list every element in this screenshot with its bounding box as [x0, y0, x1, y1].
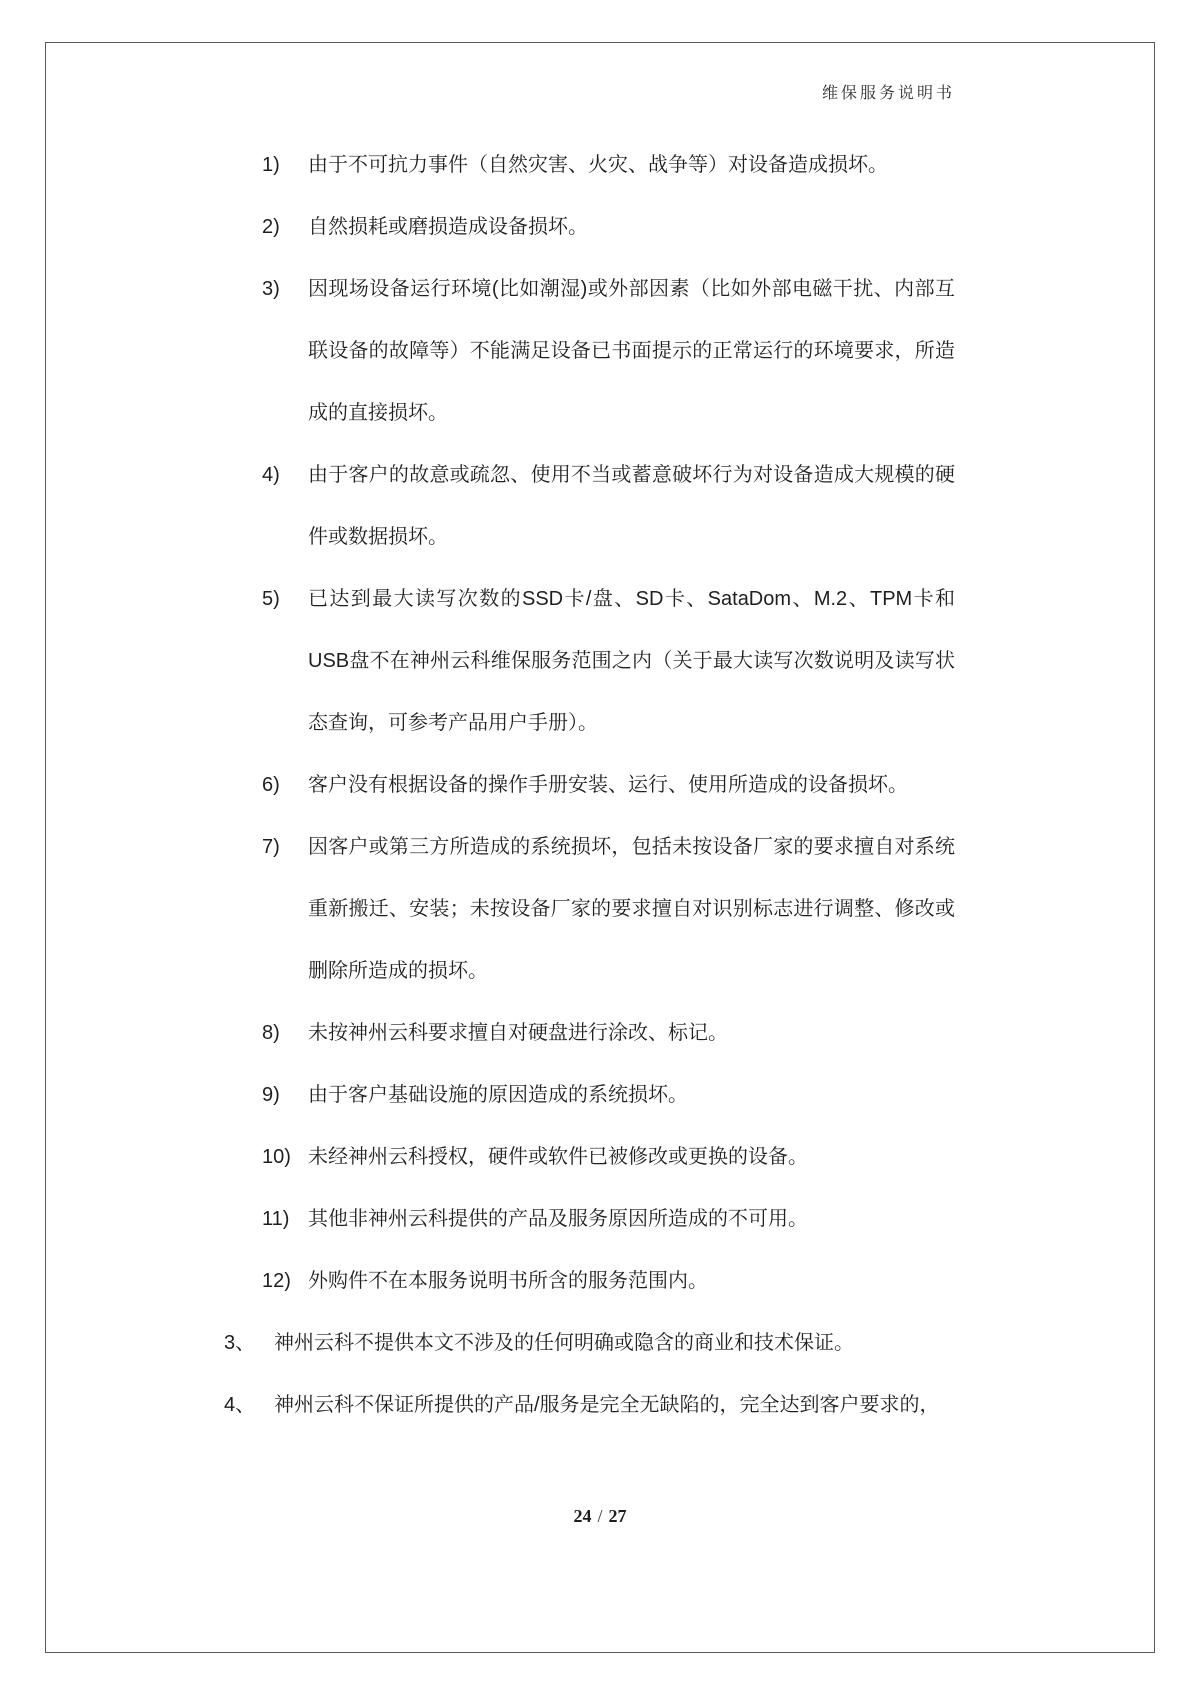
- page-footer: [0, 1506, 1200, 1527]
- item-number: 6): [262, 774, 280, 796]
- page-number-current: 24: [573, 1506, 592, 1526]
- item-number: 2): [262, 216, 280, 238]
- item-number: 3、: [224, 1332, 256, 1354]
- item-text: 由于不可抗力事件（自然灾害、火灾、战争等）对设备造成损坏。: [308, 154, 888, 176]
- item-text: 未按神州云科要求擅自对硬盘进行涂改、标记。: [308, 1022, 728, 1044]
- top-level-list: [224, 1312, 955, 1436]
- item-text: 因现场设备运行环境(比如潮湿)或外部因素（比如外部电磁干扰、内部互联设备的故障等）不能满足设备已书面提示的正常运行的环境要求，所造成的直接损坏。: [308, 278, 955, 424]
- page-header-title: 维保服务说明书: [821, 85, 955, 102]
- item-number: 4、: [224, 1394, 256, 1416]
- list-item: [262, 134, 955, 196]
- item-number: 4): [262, 464, 280, 486]
- item-number: 9): [262, 1084, 280, 1106]
- item-text: 神州云科不保证所提供的产品/服务是完全无缺陷的，完全达到客户要求的，: [274, 1394, 940, 1416]
- item-number: 12): [262, 1270, 291, 1292]
- list-item: [262, 1064, 955, 1126]
- list-item: [262, 444, 955, 568]
- item-text: 自然损耗或磨损造成设备损坏。: [308, 216, 588, 238]
- item-text: 外购件不在本服务说明书所含的服务范围内。: [308, 1270, 708, 1292]
- list-item: [262, 816, 955, 1002]
- list-item: [262, 196, 955, 258]
- item-number: 10): [262, 1146, 291, 1168]
- list-item: [262, 1002, 955, 1064]
- list-item: [262, 258, 955, 444]
- item-text: 因客户或第三方所造成的系统损坏，包括未按设备厂家的要求擅自对系统重新搬迁、安装；未按设备厂家的要求擅自对识别标志进行调整、修改或删除所造成的损坏。: [308, 836, 955, 982]
- page-number-separator: /: [597, 1506, 603, 1526]
- list-item: [262, 1250, 955, 1312]
- list-item: [262, 754, 955, 816]
- item-text: 未经神州云科授权，硬件或软件已被修改或更换的设备。: [308, 1146, 808, 1168]
- list-item: [262, 1188, 955, 1250]
- item-text: 其他非神州云科提供的产品及服务原因所造成的不可用。: [308, 1208, 808, 1230]
- item-number: 3): [262, 278, 280, 300]
- item-text: 由于客户基础设施的原因造成的系统损坏。: [308, 1084, 688, 1106]
- exclusion-sub-list: [262, 134, 955, 1312]
- item-number: 8): [262, 1022, 280, 1044]
- list-item: [262, 568, 955, 754]
- item-text: 已达到最大读写次数的SSD卡/盘、SD卡、SataDom、M.2、TPM卡和USB盘不在神州云科维保服务范围之内（关于最大读写次数说明及读写状态查询，可参考产品用户手册）。: [308, 588, 955, 734]
- page-content: [0, 134, 1200, 1436]
- item-number: 5): [262, 588, 280, 610]
- list-item: [224, 1312, 955, 1374]
- item-text: 由于客户的故意或疏忽、使用不当或蓄意破坏行为对设备造成大规模的硬件或数据损坏。: [308, 464, 955, 548]
- list-item: [224, 1374, 955, 1436]
- item-text: 客户没有根据设备的操作手册安装、运行、使用所造成的设备损坏。: [308, 774, 908, 796]
- item-number: 1): [262, 154, 280, 176]
- item-number: 7): [262, 836, 280, 858]
- list-item: [262, 1126, 955, 1188]
- page-number-total: 27: [608, 1506, 627, 1526]
- item-number: 11): [262, 1208, 290, 1230]
- item-text: 神州云科不提供本文不涉及的任何明确或隐含的商业和技术保证。: [274, 1332, 854, 1354]
